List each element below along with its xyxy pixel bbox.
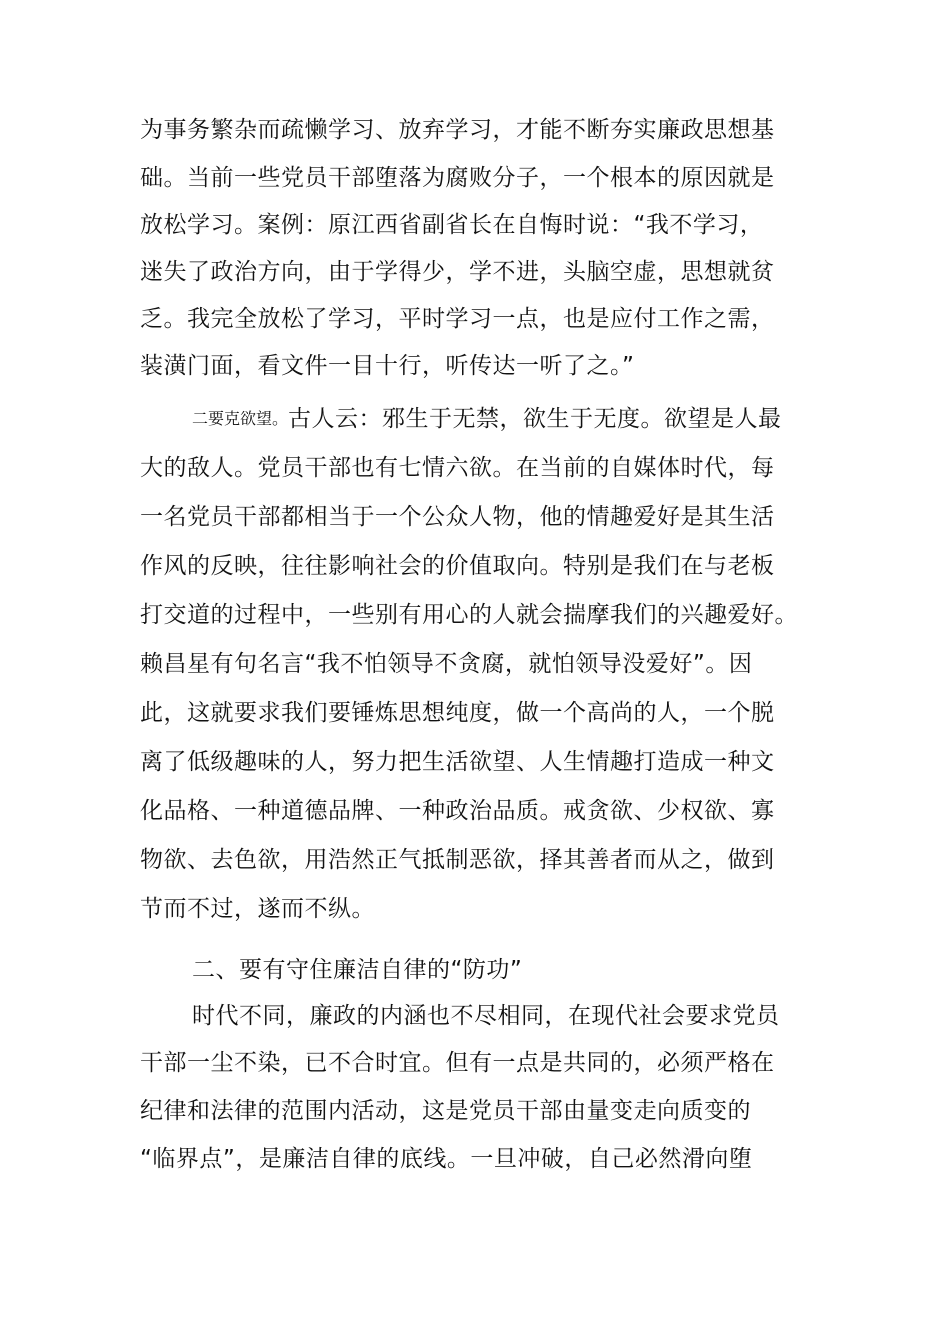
text-line: 作风的反映，往往影响社会的价值取向。特别是我们在与老板	[140, 553, 775, 579]
text-line: 赖昌星有句名言“我不怕领导不贪腐，就怕领导没爱好”。因	[140, 651, 753, 677]
text-line: “临界点”，是廉洁自律的底线。一旦冲破，自己必然滑向堕	[140, 1146, 753, 1172]
text-line: 干部一尘不染，已不合时宜。但有一点是共同的，必须严格在	[140, 1050, 775, 1076]
text-line: 放松学习。案例：原江西省副省长在自悔时说：“我不学习，	[140, 212, 764, 238]
text-line: 打交道的过程中，一些别有用心的人就会揣摩我们的兴趣爱好。	[140, 602, 798, 628]
text-line: 节而不过，遂而不纵。	[140, 896, 375, 922]
text-line: 装潢门面，看文件一目十行，听传达一听了之。”	[140, 353, 635, 379]
text-line: 为事务繁杂而疏懒学习、放弃学习，才能不断夯实廉政思想基	[140, 117, 775, 143]
text-line: 大的敌人。党员干部也有七情六欲。在当前的自媒体时代，每	[140, 455, 775, 481]
text-line: 物欲、去色欲，用浩然正气抵制恶欲，择其善者而从之，做到	[140, 847, 775, 873]
paragraph-first-line	[192, 403, 872, 435]
text-line: 乏。我完全放松了学习，平时学习一点，也是应付工作之需，	[140, 306, 775, 332]
text-line: 化品格、一种道德品牌、一种政治品质。戒贪欲、少权欲、寡	[140, 798, 775, 824]
text-line-rest: 古人云：邪生于无禁，欲生于无度。欲望是人最	[288, 406, 782, 432]
text-line: 纪律和法律的范围内活动，这是党员干部由量变走向质变的	[140, 1098, 751, 1124]
text-line: 离了低级趣味的人，努力把生活欲望、人生情趣打造成一种文	[140, 749, 775, 775]
text-line: 迷失了政治方向，由于学得少，学不进，头脑空虚，思想就贫	[140, 259, 775, 285]
text-line: 础。当前一些党员干部堕落为腐败分子，一个根本的原因就是	[140, 165, 775, 191]
subsection-lead: 二要克欲望。	[192, 409, 289, 428]
section-heading: 二、要有守住廉洁自律的“防功”	[192, 957, 523, 983]
text-line: 此，这就要求我们要锤炼思想纯度，做一个高尚的人，一个脱	[140, 700, 775, 726]
text-line: 一名党员干部都相当于一个公众人物，他的情趣爱好是其生活	[140, 504, 775, 530]
paragraph-first-line: 时代不同，廉政的内涵也不尽相同，在现代社会要求党员	[192, 1003, 780, 1029]
